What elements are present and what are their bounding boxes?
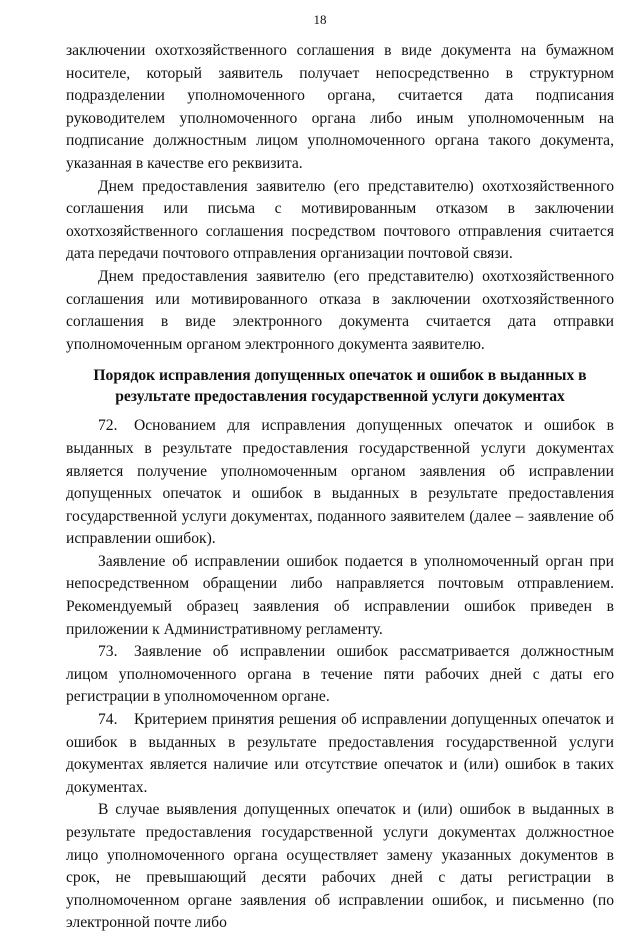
paragraph-continuation: заключении охотхозяйственного соглашения в виде документа на бумажном носителе, который заявитель получает непосредственно в структурном подразделении уполномоченного органа, считается дата подписания руководителем уполномоченного органа либо иным уполномоченным на подписание должностным лицом уполномоченного органа такого документа, указанная в качестве его реквизита. [66,42,614,172]
paragraph-73 [66,641,614,709]
item-number-74: 74. [98,711,118,729]
paragraph-74-text: Критерием принятия решения об исправлении допущенных опечаток и ошибок в выданных в результате предоставления государственной услуги документах является наличие или отсутствие опечаток и (или) ошибок в таких документах. [66,711,614,796]
paragraph-electronic-delivery: Днем предоставления заявителю (его представителю) охотхозяйственного соглашения или мотивированного отказа в заключении охотхозяйственного соглашения в виде электронного документа считается дата отправки уполномоченным органом электронного документа заявителю. [66,267,614,353]
document-body [66,40,614,935]
item-number-72: 72. [98,417,118,435]
page-number: 18 [313,12,327,27]
section-heading: Порядок исправления допущенных опечаток и ошибок в выданных в результате предоставления государственной услуги документах [93,367,587,406]
item-number-73: 73. [98,643,118,661]
paragraph-postal-delivery: Днем предоставления заявителю (его представителю) охотхозяйственного соглашения или письма с мотивированным отказом в заключении охотхозяйственного соглашения посредством почтового отправления считается дата передачи почтового отправления организации почтовой связи. [66,177,614,263]
paragraph-72-submission: Заявление об исправлении ошибок подается в уполномоченный орган при непосредственном обращении либо направляется почтовым отправлением. Рекомендуемый образец заявления об исправлении ошибок приведен в приложении к Административному регламенту. [66,552,614,638]
paragraph-74 [66,709,614,799]
paragraph-72 [66,415,614,551]
paragraph-72-text: Основанием для исправления допущенных опечаток и ошибок в выданных в результате предоставления государственной услуги документах является получение уполномоченным органом заявления об исправлении допущенных опечаток и ошибок в выданных в результате предоставления государственной услуги документах, поданного заявителем (далее – заявление об исправлении ошибок). [66,417,614,548]
paragraph-74-replacement: В случае выявления допущенных опечаток и (или) ошибок в выданных в результате предоставления государственной услуги документах должностное лицо уполномоченного органа осуществляет замену указанных документов в срок, не превышающий десяти рабочих дней с даты регистрации в уполномоченном органе заявления об исправлении ошибок, и письменно (по электронной почте либо [66,801,614,932]
paragraph-73-text: Заявление об исправлении ошибок рассматривается должностным лицом уполномоченного органа в течение пяти рабочих дней с даты его регистрации в уполномоченном органе. [66,643,614,706]
